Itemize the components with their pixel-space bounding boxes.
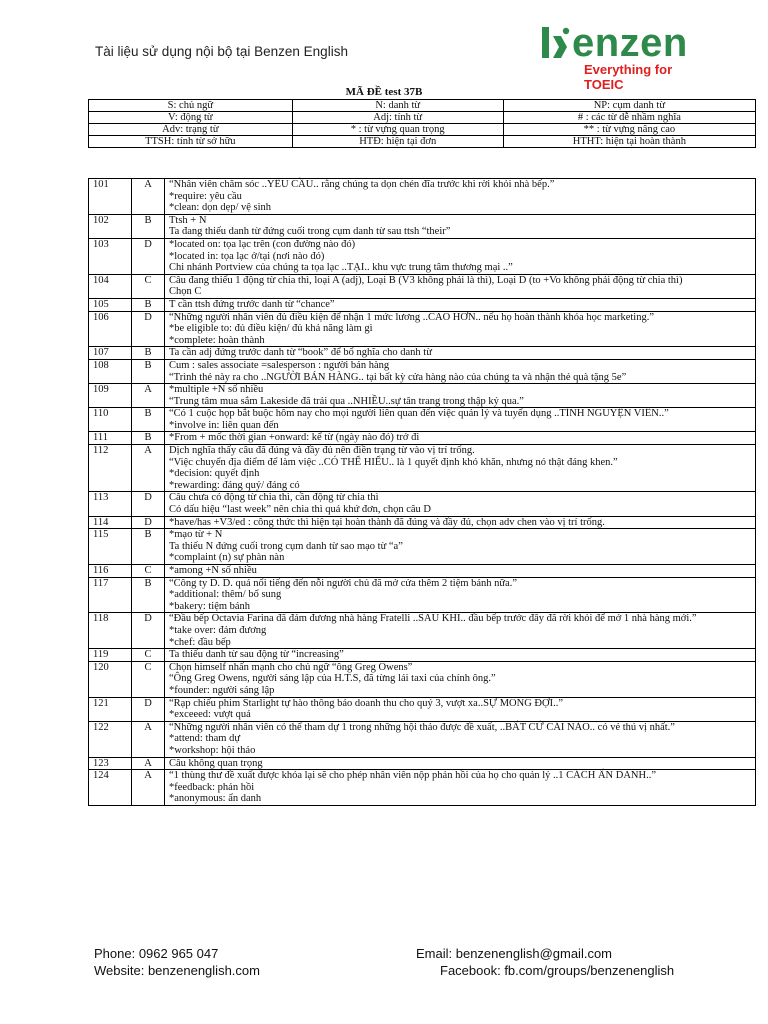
legend-cell: V: động từ xyxy=(89,112,293,124)
question-number: 119 xyxy=(89,649,132,662)
question-number: 121 xyxy=(89,697,132,721)
explanation-line: *rewarding: đáng quý/ đáng có xyxy=(169,479,300,491)
answer-letter: B xyxy=(132,214,165,238)
explanation-line: *have/has +V3/ed : công thức thì hiện tại hoàn thành đã đúng và đầy đủ, chọn adv chen vào vị trí trống. xyxy=(169,516,605,528)
answer-row xyxy=(89,311,756,347)
answer-letter: B xyxy=(132,347,165,360)
explanation-line: *take over: đảm đương xyxy=(169,624,267,636)
explanation-line: Chi nhánh Portview của chúng ta tọa lạc ..TẠI.. khu vực trung tâm thương mại ..” xyxy=(169,262,513,274)
question-number: 112 xyxy=(89,445,132,492)
answer-letter: D xyxy=(132,238,165,274)
explanation-line: *involve in: liên quan đến xyxy=(169,419,279,431)
question-number: 114 xyxy=(89,516,132,529)
explanation-cell xyxy=(165,492,756,516)
explanation-line: *bakery: tiệm bánh xyxy=(169,600,251,612)
answer-row xyxy=(89,408,756,432)
explanation-line: *From + mốc thời gian +onward: kể từ (ngày nào đó) trở đi xyxy=(169,432,420,444)
explanation-line: Cum : sales associate =salesperson : người bán hàng xyxy=(169,359,390,371)
explanation-line: “1 thùng thư đề xuất được khóa lại sẽ cho phép nhân viên nộp phản hồi của họ cho quản lý ..1 CÁCH ẨN DANH..” xyxy=(169,770,657,782)
answer-letter: D xyxy=(132,492,165,516)
question-number: 116 xyxy=(89,565,132,578)
answer-letter: A xyxy=(132,721,165,757)
explanation-line: *among +N số nhiều xyxy=(169,565,257,576)
answer-letter: B xyxy=(132,359,165,383)
legend-cell: HTHT: hiện tại hoàn thành xyxy=(503,136,755,148)
answer-letter: A xyxy=(132,179,165,215)
explanation-cell xyxy=(165,757,756,770)
test-code-title: MÃ ĐỀ test 37B xyxy=(345,86,423,98)
answer-letter: C xyxy=(132,274,165,298)
answer-letter: B xyxy=(132,432,165,445)
footer-email: Email: benzenenglish@gmail.com xyxy=(416,946,613,961)
answer-row xyxy=(89,238,756,274)
explanation-cell xyxy=(165,347,756,360)
explanation-line: *complete: hoàn thành xyxy=(169,334,265,346)
explanation-line: “Trung tâm mua sắm Lakeside đã trải qua ..NHIỀU..sự tân trang trong thập kỷ qua.” xyxy=(169,395,524,407)
explanation-line: *founder: người sáng lập xyxy=(169,684,275,696)
legend-row xyxy=(89,100,756,112)
legend-cell: Adj: tính từ xyxy=(292,112,503,124)
answer-row xyxy=(89,445,756,492)
question-number: 120 xyxy=(89,661,132,697)
explanation-line: “Công ty D. D. quá nổi tiếng đến nỗi người chủ đã mở cửa thêm 2 tiệm bánh nữa.” xyxy=(169,577,518,589)
explanation-line: “Những người nhân viên có thể tham dự 1 trong những hội thảo được đề xuất, ..BẤT CỨ CÁI NÀO.. có vẻ thú vị nhất.” xyxy=(169,721,675,733)
document-header-note: Tài liệu sử dụng nội bộ tại Benzen English xyxy=(95,44,348,59)
question-number: 111 xyxy=(89,432,132,445)
explanation-line: “Những người nhân viên đủ điều kiện để nhận 1 mức lương ..CAO HƠN.. nếu họ hoàn thành khóa học marketing.” xyxy=(169,311,654,323)
explanation-line: *located on: tọa lạc trên (con đường nào đó) xyxy=(169,238,356,250)
legend-row xyxy=(89,124,756,136)
question-number: 101 xyxy=(89,179,132,215)
explanation-line: T cần ttsh đứng trước danh từ “chance” xyxy=(169,298,335,310)
answer-letter: C xyxy=(132,661,165,697)
explanation-line: *exceeed: vượt quá xyxy=(169,709,251,721)
answer-letter: C xyxy=(132,649,165,662)
answer-letter: A xyxy=(132,757,165,770)
answer-row xyxy=(89,770,756,806)
explanation-cell xyxy=(165,529,756,565)
explanation-line: Dịch nghĩa thấy câu đã đúng và đầy đủ nên điền trạng từ vào vị trí trống. xyxy=(169,445,475,457)
question-number: 115 xyxy=(89,529,132,565)
answer-letter: A xyxy=(132,770,165,806)
legend-cell: NP: cụm danh từ xyxy=(503,100,755,112)
legend-cell: S: chủ ngữ xyxy=(89,100,293,112)
explanation-line: *attend: tham dự xyxy=(169,733,241,745)
answer-row xyxy=(89,347,756,360)
answer-row xyxy=(89,359,756,383)
explanation-line: Ta đang thiếu danh từ đứng cuối trong cụm danh từ sau ttsh “their” xyxy=(169,226,451,238)
explanation-cell xyxy=(165,649,756,662)
answer-row xyxy=(89,384,756,408)
explanation-cell xyxy=(165,238,756,274)
explanation-line: Câu chưa có động từ chia thì, cần động từ chia thì xyxy=(169,492,379,504)
question-number: 103 xyxy=(89,238,132,274)
explanation-line: “Rạp chiếu phim Starlight tự hào thông báo doanh thu cho quý 3, vượt xa..SỰ MONG ĐỢI..” xyxy=(169,697,563,709)
explanation-line: Câu đang thiếu 1 động từ chia thì, loại A (adj), Loại B (V3 không phải là thì), Loại D (to +Vo không phải động từ chia thì) xyxy=(169,274,683,286)
explanation-cell xyxy=(165,359,756,383)
explanation-cell xyxy=(165,179,756,215)
explanation-line: “Việc chuyển địa điểm để làm việc ..CÓ THỂ HIỂU.. là 1 quyết định khó khăn, nhưng nó thật đáng khen.” xyxy=(169,456,618,468)
logo-b-icon xyxy=(540,26,570,60)
explanation-line: Chọn C xyxy=(169,286,202,298)
explanation-line: “Trình thẻ này ra cho ..NGƯỜI BÁN HÀNG.. tại bất kỳ cửa hàng nào của chúng ta và nhận thẻ quà tặng 5e” xyxy=(169,371,627,383)
explanation-cell xyxy=(165,445,756,492)
answer-letter: B xyxy=(132,298,165,311)
legend-row xyxy=(89,112,756,124)
benzen-logo xyxy=(540,21,715,92)
logo-tagline: Everything for TOEIC xyxy=(584,62,673,92)
legend-cell: HTĐ: hiện tại đơn xyxy=(292,136,503,148)
explanation-line: *decision: quyết định xyxy=(169,468,260,480)
legend-row xyxy=(89,136,756,148)
footer-website: Website: benzenenglish.com xyxy=(94,963,260,978)
explanation-line: *chef: đầu bếp xyxy=(169,636,231,648)
question-number: 123 xyxy=(89,757,132,770)
answer-letter: D xyxy=(132,516,165,529)
answer-letter: C xyxy=(132,565,165,578)
explanation-cell xyxy=(165,274,756,298)
explanation-line: *complaint (n) sự phàn nàn xyxy=(169,552,285,564)
explanation-line: *clean: dọn dẹp/ vệ sinh xyxy=(169,202,272,214)
answer-letter: A xyxy=(132,445,165,492)
answer-row xyxy=(89,697,756,721)
answer-row xyxy=(89,529,756,565)
logo-wordmark: enzen xyxy=(572,21,688,65)
question-number: 104 xyxy=(89,274,132,298)
explanation-cell xyxy=(165,384,756,408)
answer-row xyxy=(89,516,756,529)
question-number: 110 xyxy=(89,408,132,432)
legend-cell: ** : từ vựng nâng cao xyxy=(503,124,755,136)
footer-facebook: Facebook: fb.com/groups/benzenenglish xyxy=(440,963,675,978)
explanation-cell xyxy=(165,721,756,757)
explanation-cell xyxy=(165,432,756,445)
explanation-line: *multiple +N số nhiều xyxy=(169,384,264,396)
explanation-cell xyxy=(165,613,756,649)
explanation-cell xyxy=(165,577,756,613)
answer-row xyxy=(89,274,756,298)
answer-row xyxy=(89,649,756,662)
answer-letter: A xyxy=(132,384,165,408)
legend-cell: TTSH: tính từ sở hữu xyxy=(89,136,293,148)
question-number: 102 xyxy=(89,214,132,238)
answer-row xyxy=(89,492,756,516)
explanation-line: “Đầu bếp Octavia Farina đã đảm đương nhà hàng Fratelli ..SAU KHI.. đầu bếp trước đây đã rời khỏi để mở 1 nhà hàng mới.” xyxy=(169,613,697,625)
explanation-line: “Có 1 cuộc họp bắt buộc hôm nay cho mọi người liên quan đến việc quản lý và tuyển dụng ..TÍNH NGUYỆN VIÊN..” xyxy=(169,408,669,420)
answer-letter: B xyxy=(132,577,165,613)
explanation-cell xyxy=(165,697,756,721)
question-number: 113 xyxy=(89,492,132,516)
explanation-line: Có dấu hiệu “last week” nên chia thì quá khứ đơn, chọn câu D xyxy=(169,504,431,516)
explanation-line: “Nhân viên chăm sóc ..YÊU CẦU.. rằng chúng ta dọn chén đĩa trước khi rời khỏi nhà bếp.” xyxy=(169,179,555,190)
explanation-line: Câu không quan trọng xyxy=(169,757,263,769)
explanation-line: Ta thiếu N đứng cuối trong cụm danh từ sao mạo từ “a” xyxy=(169,540,403,552)
explanation-line: *anonymous: ẩn danh xyxy=(169,793,262,805)
answer-row xyxy=(89,613,756,649)
answer-row xyxy=(89,179,756,215)
answer-row xyxy=(89,757,756,770)
answer-letter: D xyxy=(132,311,165,347)
explanation-cell xyxy=(165,311,756,347)
answer-key-table xyxy=(88,178,756,806)
question-number: 118 xyxy=(89,613,132,649)
question-number: 106 xyxy=(89,311,132,347)
question-number: 107 xyxy=(89,347,132,360)
explanation-line: *be eligible to: đủ điều kiện/ đủ khả năng làm gì xyxy=(169,323,373,335)
explanation-cell xyxy=(165,298,756,311)
explanation-cell xyxy=(165,565,756,578)
answer-row xyxy=(89,298,756,311)
question-number: 109 xyxy=(89,384,132,408)
answer-row xyxy=(89,661,756,697)
legend-cell: * : từ vựng quan trọng xyxy=(292,124,503,136)
question-number: 122 xyxy=(89,721,132,757)
answer-row xyxy=(89,577,756,613)
explanation-line: Ttsh + N xyxy=(169,214,207,226)
question-number: 105 xyxy=(89,298,132,311)
question-number: 124 xyxy=(89,770,132,806)
legend-cell: N: danh từ xyxy=(292,100,503,112)
answer-row xyxy=(89,565,756,578)
explanation-line: *additional: thêm/ bổ sung xyxy=(169,589,282,601)
explanation-cell xyxy=(165,661,756,697)
explanation-cell xyxy=(165,516,756,529)
explanation-line: Chọn himself nhấn mạnh cho chủ ngữ “ông Greg Owens” xyxy=(169,661,413,673)
explanation-line: *mạo từ + N xyxy=(169,529,223,541)
answer-row xyxy=(89,721,756,757)
question-number: 108 xyxy=(89,359,132,383)
legend-cell: # : các từ dễ nhầm nghĩa xyxy=(503,112,755,124)
question-number: 117 xyxy=(89,577,132,613)
explanation-line: *located in: tọa lạc ở/tại (nơi nào đó) xyxy=(169,250,325,262)
explanation-cell xyxy=(165,214,756,238)
explanation-line: Ta cần adj đứng trước danh từ “book” để bổ nghĩa cho danh từ xyxy=(169,347,432,359)
answer-row xyxy=(89,214,756,238)
answer-row xyxy=(89,432,756,445)
legend-table xyxy=(88,99,756,148)
explanation-line: “Ông Greg Owens, người sáng lập của H.T.S, đã từng lái taxi của chính ông.” xyxy=(169,673,496,685)
explanation-line: *workshop: hội thảo xyxy=(169,744,256,756)
answer-letter: D xyxy=(132,613,165,649)
answer-letter: B xyxy=(132,408,165,432)
explanation-cell xyxy=(165,770,756,806)
explanation-cell xyxy=(165,408,756,432)
footer-phone: Phone: 0962 965 047 xyxy=(94,946,219,961)
explanation-line: *feedback: phản hồi xyxy=(169,781,255,793)
legend-cell: Adv: trạng từ xyxy=(89,124,293,136)
answer-letter: B xyxy=(132,529,165,565)
explanation-line: *require: yêu cầu xyxy=(169,190,242,202)
explanation-line: Ta thiếu danh từ sau động từ “increasing” xyxy=(169,649,344,661)
answer-letter: D xyxy=(132,697,165,721)
